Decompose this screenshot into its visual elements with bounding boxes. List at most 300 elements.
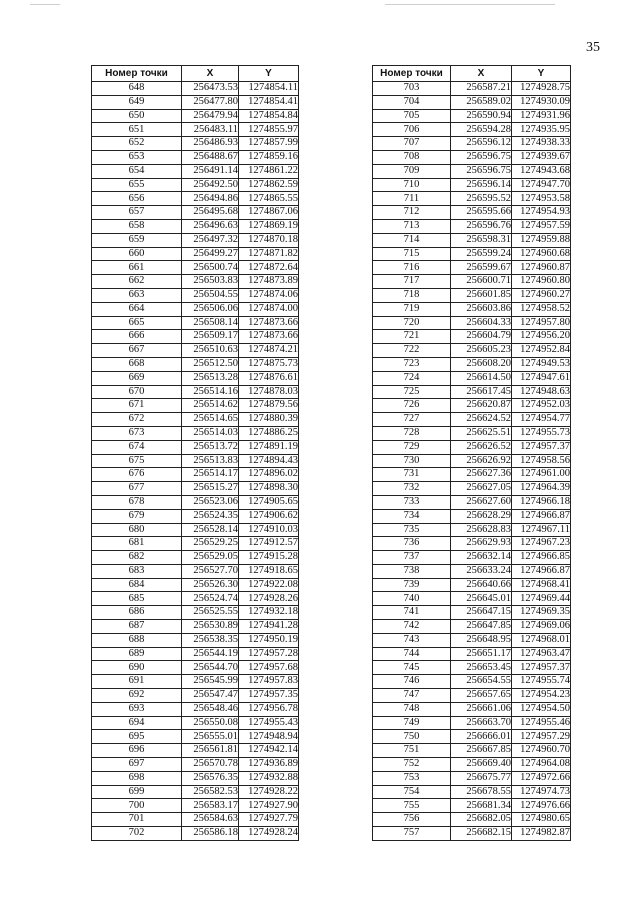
point-number-cell: 748 [373, 702, 451, 716]
y-coordinate-cell: 1274959.88 [512, 233, 571, 247]
y-coordinate-cell: 1274954.93 [512, 206, 571, 220]
table-row [373, 275, 571, 289]
y-coordinate-cell: 1274957.68 [239, 661, 299, 675]
point-number-cell: 702 [92, 827, 182, 841]
table-row [92, 827, 299, 841]
y-coordinate-cell: 1274938.33 [512, 137, 571, 151]
table-row [92, 813, 299, 827]
y-coordinate-cell: 1274855.97 [239, 123, 299, 137]
point-number-cell: 721 [373, 330, 451, 344]
table-row [373, 661, 571, 675]
point-number-cell: 667 [92, 344, 182, 358]
table-row [92, 482, 299, 496]
point-number-cell: 755 [373, 799, 451, 813]
point-number-cell: 681 [92, 537, 182, 551]
x-coordinate-cell: 256654.55 [451, 675, 512, 689]
table-row [92, 758, 299, 772]
table-row [92, 633, 299, 647]
point-number-cell: 719 [373, 302, 451, 316]
y-coordinate-cell: 1274957.83 [239, 675, 299, 689]
header-x: X [451, 66, 512, 82]
point-number-cell: 718 [373, 288, 451, 302]
x-coordinate-cell: 256513.28 [182, 371, 239, 385]
point-number-cell: 648 [92, 82, 182, 96]
header-point-number: Номер точки [92, 66, 182, 82]
table-row [373, 827, 571, 841]
table-row [373, 440, 571, 454]
y-coordinate-cell: 1274932.88 [239, 771, 299, 785]
point-number-cell: 668 [92, 357, 182, 371]
table-row [92, 564, 299, 578]
x-coordinate-cell: 256570.78 [182, 758, 239, 772]
scan-artifact-line [385, 4, 555, 5]
y-coordinate-cell: 1274928.24 [239, 827, 299, 841]
table-row [373, 137, 571, 151]
y-coordinate-cell: 1274854.11 [239, 82, 299, 96]
y-coordinate-cell: 1274932.18 [239, 606, 299, 620]
x-coordinate-cell: 256657.65 [451, 689, 512, 703]
table-row [373, 551, 571, 565]
point-number-cell: 753 [373, 771, 451, 785]
y-coordinate-cell: 1274974.73 [512, 785, 571, 799]
y-coordinate-cell: 1274957.37 [512, 661, 571, 675]
point-number-cell: 655 [92, 178, 182, 192]
point-number-cell: 744 [373, 647, 451, 661]
table-row [373, 233, 571, 247]
table-row [373, 330, 571, 344]
point-number-cell: 710 [373, 178, 451, 192]
point-number-cell: 693 [92, 702, 182, 716]
x-coordinate-cell: 256599.24 [451, 247, 512, 261]
table-row [92, 192, 299, 206]
table-row [373, 82, 571, 96]
table-row [92, 95, 299, 109]
x-coordinate-cell: 256614.50 [451, 371, 512, 385]
point-number-cell: 689 [92, 647, 182, 661]
x-coordinate-cell: 256626.52 [451, 440, 512, 454]
y-coordinate-cell: 1274949.53 [512, 357, 571, 371]
x-coordinate-cell: 256486.93 [182, 137, 239, 151]
table-row [92, 426, 299, 440]
y-coordinate-cell: 1274964.39 [512, 482, 571, 496]
x-coordinate-cell: 256510.63 [182, 344, 239, 358]
x-coordinate-cell: 256627.60 [451, 495, 512, 509]
table-row [92, 647, 299, 661]
y-coordinate-cell: 1274886.25 [239, 426, 299, 440]
y-coordinate-cell: 1274958.52 [512, 302, 571, 316]
table-row [373, 454, 571, 468]
table-row [92, 495, 299, 509]
table-row [92, 150, 299, 164]
point-number-cell: 729 [373, 440, 451, 454]
point-number-cell: 730 [373, 454, 451, 468]
x-coordinate-cell: 256629.93 [451, 537, 512, 551]
point-number-cell: 665 [92, 316, 182, 330]
y-coordinate-cell: 1274928.26 [239, 592, 299, 606]
x-coordinate-cell: 256530.89 [182, 620, 239, 634]
table-row [92, 219, 299, 233]
y-coordinate-cell: 1274957.59 [512, 219, 571, 233]
x-coordinate-cell: 256669.40 [451, 758, 512, 772]
point-number-cell: 726 [373, 399, 451, 413]
x-coordinate-cell: 256514.62 [182, 399, 239, 413]
y-coordinate-cell: 1274947.70 [512, 178, 571, 192]
y-coordinate-cell: 1274957.28 [239, 647, 299, 661]
x-coordinate-cell: 256544.19 [182, 647, 239, 661]
y-coordinate-cell: 1274875.73 [239, 357, 299, 371]
point-number-cell: 722 [373, 344, 451, 358]
x-coordinate-cell: 256596.14 [451, 178, 512, 192]
x-coordinate-cell: 256604.33 [451, 316, 512, 330]
x-coordinate-cell: 256589.02 [451, 95, 512, 109]
point-number-cell: 736 [373, 537, 451, 551]
y-coordinate-cell: 1274927.79 [239, 813, 299, 827]
point-number-cell: 652 [92, 137, 182, 151]
header-y: Y [239, 66, 299, 82]
point-number-cell: 669 [92, 371, 182, 385]
table-row [92, 316, 299, 330]
y-coordinate-cell: 1274957.80 [512, 316, 571, 330]
x-coordinate-cell: 256604.79 [451, 330, 512, 344]
table-row [373, 109, 571, 123]
x-coordinate-cell: 256617.45 [451, 385, 512, 399]
table-row [92, 82, 299, 96]
point-number-cell: 663 [92, 288, 182, 302]
x-coordinate-cell: 256512.50 [182, 357, 239, 371]
y-coordinate-cell: 1274876.61 [239, 371, 299, 385]
y-coordinate-cell: 1274879.56 [239, 399, 299, 413]
table-row [373, 123, 571, 137]
y-coordinate-cell: 1274894.43 [239, 454, 299, 468]
point-number-cell: 691 [92, 675, 182, 689]
x-coordinate-cell: 256633.24 [451, 564, 512, 578]
point-number-cell: 720 [373, 316, 451, 330]
y-coordinate-cell: 1274950.19 [239, 633, 299, 647]
point-number-cell: 724 [373, 371, 451, 385]
table-row [373, 95, 571, 109]
x-coordinate-cell: 256514.16 [182, 385, 239, 399]
point-number-cell: 659 [92, 233, 182, 247]
table-row [373, 344, 571, 358]
y-coordinate-cell: 1274960.27 [512, 288, 571, 302]
x-coordinate-cell: 256524.74 [182, 592, 239, 606]
x-coordinate-cell: 256515.27 [182, 482, 239, 496]
table-row [92, 399, 299, 413]
table-row [373, 288, 571, 302]
y-coordinate-cell: 1274960.87 [512, 261, 571, 275]
table-row [92, 661, 299, 675]
x-coordinate-cell: 256514.65 [182, 413, 239, 427]
x-coordinate-cell: 256627.05 [451, 482, 512, 496]
y-coordinate-cell: 1274930.09 [512, 95, 571, 109]
point-number-cell: 658 [92, 219, 182, 233]
y-coordinate-cell: 1274939.67 [512, 150, 571, 164]
x-coordinate-cell: 256497.32 [182, 233, 239, 247]
table-row [92, 302, 299, 316]
point-number-cell: 700 [92, 799, 182, 813]
y-coordinate-cell: 1274960.68 [512, 247, 571, 261]
table-row [92, 137, 299, 151]
table-row [373, 219, 571, 233]
table-row [92, 233, 299, 247]
y-coordinate-cell: 1274952.03 [512, 399, 571, 413]
point-number-cell: 708 [373, 150, 451, 164]
x-coordinate-cell: 256647.85 [451, 620, 512, 634]
point-number-cell: 649 [92, 95, 182, 109]
x-coordinate-cell: 256667.85 [451, 744, 512, 758]
y-coordinate-cell: 1274906.62 [239, 509, 299, 523]
table-row [92, 440, 299, 454]
y-coordinate-cell: 1274873.66 [239, 316, 299, 330]
x-coordinate-cell: 256492.50 [182, 178, 239, 192]
point-number-cell: 685 [92, 592, 182, 606]
x-coordinate-cell: 256548.46 [182, 702, 239, 716]
point-number-cell: 674 [92, 440, 182, 454]
x-coordinate-cell: 256596.76 [451, 219, 512, 233]
point-number-cell: 745 [373, 661, 451, 675]
y-coordinate-cell: 1274967.11 [512, 523, 571, 537]
point-number-cell: 660 [92, 247, 182, 261]
table-row [92, 468, 299, 482]
x-coordinate-cell: 256529.05 [182, 551, 239, 565]
point-number-cell: 711 [373, 192, 451, 206]
point-number-cell: 732 [373, 482, 451, 496]
x-coordinate-cell: 256596.12 [451, 137, 512, 151]
y-coordinate-cell: 1274955.46 [512, 716, 571, 730]
table-row [92, 578, 299, 592]
table-header-row [92, 66, 299, 82]
y-coordinate-cell: 1274927.90 [239, 799, 299, 813]
y-coordinate-cell: 1274953.58 [512, 192, 571, 206]
table-row [373, 385, 571, 399]
x-coordinate-cell: 256640.66 [451, 578, 512, 592]
y-coordinate-cell: 1274857.99 [239, 137, 299, 151]
table-row [92, 620, 299, 634]
point-number-cell: 743 [373, 633, 451, 647]
table-row [92, 371, 299, 385]
x-coordinate-cell: 256598.31 [451, 233, 512, 247]
x-coordinate-cell: 256608.20 [451, 357, 512, 371]
x-coordinate-cell: 256494.86 [182, 192, 239, 206]
table-row [92, 413, 299, 427]
x-coordinate-cell: 256528.14 [182, 523, 239, 537]
y-coordinate-cell: 1274861.22 [239, 164, 299, 178]
x-coordinate-cell: 256506.06 [182, 302, 239, 316]
point-number-cell: 714 [373, 233, 451, 247]
x-coordinate-cell: 256663.70 [451, 716, 512, 730]
point-number-cell: 695 [92, 730, 182, 744]
x-coordinate-cell: 256628.83 [451, 523, 512, 537]
point-number-cell: 741 [373, 606, 451, 620]
point-number-cell: 650 [92, 109, 182, 123]
y-coordinate-cell: 1274942.14 [239, 744, 299, 758]
point-number-cell: 677 [92, 482, 182, 496]
x-coordinate-cell: 256509.17 [182, 330, 239, 344]
y-coordinate-cell: 1274969.06 [512, 620, 571, 634]
point-number-cell: 670 [92, 385, 182, 399]
y-coordinate-cell: 1274952.84 [512, 344, 571, 358]
x-coordinate-cell: 256596.75 [451, 164, 512, 178]
point-number-cell: 679 [92, 509, 182, 523]
table-row [373, 178, 571, 192]
x-coordinate-cell: 256477.80 [182, 95, 239, 109]
table-header-row [373, 66, 571, 82]
point-number-cell: 752 [373, 758, 451, 772]
x-coordinate-cell: 256600.71 [451, 275, 512, 289]
table-row [373, 523, 571, 537]
y-coordinate-cell: 1274972.66 [512, 771, 571, 785]
table-row [92, 109, 299, 123]
x-coordinate-cell: 256576.35 [182, 771, 239, 785]
point-number-cell: 703 [373, 82, 451, 96]
point-number-cell: 698 [92, 771, 182, 785]
table-row [373, 413, 571, 427]
table-row [373, 689, 571, 703]
y-coordinate-cell: 1274873.89 [239, 275, 299, 289]
table-row [373, 564, 571, 578]
x-coordinate-cell: 256651.17 [451, 647, 512, 661]
table-row [92, 261, 299, 275]
table-row [373, 758, 571, 772]
point-number-cell: 696 [92, 744, 182, 758]
x-coordinate-cell: 256491.14 [182, 164, 239, 178]
table-row [373, 192, 571, 206]
y-coordinate-cell: 1274961.00 [512, 468, 571, 482]
x-coordinate-cell: 256628.29 [451, 509, 512, 523]
y-coordinate-cell: 1274928.22 [239, 785, 299, 799]
x-coordinate-cell: 256561.81 [182, 744, 239, 758]
point-number-cell: 661 [92, 261, 182, 275]
y-coordinate-cell: 1274955.43 [239, 716, 299, 730]
coordinates-table-right [372, 65, 571, 841]
y-coordinate-cell: 1274935.95 [512, 123, 571, 137]
x-coordinate-cell: 256503.83 [182, 275, 239, 289]
point-number-cell: 706 [373, 123, 451, 137]
y-coordinate-cell: 1274854.41 [239, 95, 299, 109]
table-row [373, 702, 571, 716]
table-row [373, 316, 571, 330]
y-coordinate-cell: 1274966.18 [512, 495, 571, 509]
y-coordinate-cell: 1274862.59 [239, 178, 299, 192]
y-coordinate-cell: 1274915.28 [239, 551, 299, 565]
x-coordinate-cell: 256682.15 [451, 827, 512, 841]
point-number-cell: 697 [92, 758, 182, 772]
point-number-cell: 680 [92, 523, 182, 537]
point-number-cell: 716 [373, 261, 451, 275]
y-coordinate-cell: 1274956.20 [512, 330, 571, 344]
table-row [92, 716, 299, 730]
x-coordinate-cell: 256545.99 [182, 675, 239, 689]
x-coordinate-cell: 256624.52 [451, 413, 512, 427]
point-number-cell: 751 [373, 744, 451, 758]
y-coordinate-cell: 1274854.84 [239, 109, 299, 123]
table-row [92, 551, 299, 565]
table-row [373, 150, 571, 164]
x-coordinate-cell: 256587.21 [451, 82, 512, 96]
x-coordinate-cell: 256582.53 [182, 785, 239, 799]
x-coordinate-cell: 256666.01 [451, 730, 512, 744]
x-coordinate-cell: 256595.52 [451, 192, 512, 206]
point-number-cell: 675 [92, 454, 182, 468]
table-row [373, 468, 571, 482]
y-coordinate-cell: 1274865.55 [239, 192, 299, 206]
y-coordinate-cell: 1274912.57 [239, 537, 299, 551]
x-coordinate-cell: 256583.17 [182, 799, 239, 813]
y-coordinate-cell: 1274964.08 [512, 758, 571, 772]
table-row [373, 261, 571, 275]
table-row [92, 730, 299, 744]
x-coordinate-cell: 256538.35 [182, 633, 239, 647]
x-coordinate-cell: 256678.55 [451, 785, 512, 799]
table-row [373, 799, 571, 813]
point-number-cell: 707 [373, 137, 451, 151]
table-row [92, 454, 299, 468]
table-row [373, 399, 571, 413]
table-row [373, 771, 571, 785]
y-coordinate-cell: 1274954.77 [512, 413, 571, 427]
table-row [92, 275, 299, 289]
y-coordinate-cell: 1274873.66 [239, 330, 299, 344]
y-coordinate-cell: 1274955.73 [512, 426, 571, 440]
y-coordinate-cell: 1274947.61 [512, 371, 571, 385]
y-coordinate-cell: 1274859.16 [239, 150, 299, 164]
x-coordinate-cell: 256513.83 [182, 454, 239, 468]
point-number-cell: 699 [92, 785, 182, 799]
point-number-cell: 683 [92, 564, 182, 578]
point-number-cell: 653 [92, 150, 182, 164]
y-coordinate-cell: 1274928.75 [512, 82, 571, 96]
point-number-cell: 672 [92, 413, 182, 427]
point-number-cell: 737 [373, 551, 451, 565]
y-coordinate-cell: 1274968.01 [512, 633, 571, 647]
x-coordinate-cell: 256645.01 [451, 592, 512, 606]
point-number-cell: 690 [92, 661, 182, 675]
x-coordinate-cell: 256682.05 [451, 813, 512, 827]
point-number-cell: 678 [92, 495, 182, 509]
y-coordinate-cell: 1274980.65 [512, 813, 571, 827]
point-number-cell: 713 [373, 219, 451, 233]
x-coordinate-cell: 256514.17 [182, 468, 239, 482]
point-number-cell: 723 [373, 357, 451, 371]
y-coordinate-cell: 1274954.50 [512, 702, 571, 716]
point-number-cell: 733 [373, 495, 451, 509]
table-row [373, 426, 571, 440]
point-number-cell: 747 [373, 689, 451, 703]
x-coordinate-cell: 256488.67 [182, 150, 239, 164]
y-coordinate-cell: 1274969.44 [512, 592, 571, 606]
point-number-cell: 694 [92, 716, 182, 730]
x-coordinate-cell: 256483.11 [182, 123, 239, 137]
y-coordinate-cell: 1274948.63 [512, 385, 571, 399]
y-coordinate-cell: 1274896.02 [239, 468, 299, 482]
point-number-cell: 728 [373, 426, 451, 440]
header-y: Y [512, 66, 571, 82]
table-row [92, 164, 299, 178]
table-row [92, 357, 299, 371]
point-number-cell: 746 [373, 675, 451, 689]
point-number-cell: 664 [92, 302, 182, 316]
y-coordinate-cell: 1274871.82 [239, 247, 299, 261]
point-number-cell: 666 [92, 330, 182, 344]
page-number: 35 [586, 40, 600, 55]
point-number-cell: 709 [373, 164, 451, 178]
y-coordinate-cell: 1274960.80 [512, 275, 571, 289]
point-number-cell: 671 [92, 399, 182, 413]
x-coordinate-cell: 256504.55 [182, 288, 239, 302]
table-row [373, 620, 571, 634]
x-coordinate-cell: 256496.63 [182, 219, 239, 233]
table-row [373, 730, 571, 744]
